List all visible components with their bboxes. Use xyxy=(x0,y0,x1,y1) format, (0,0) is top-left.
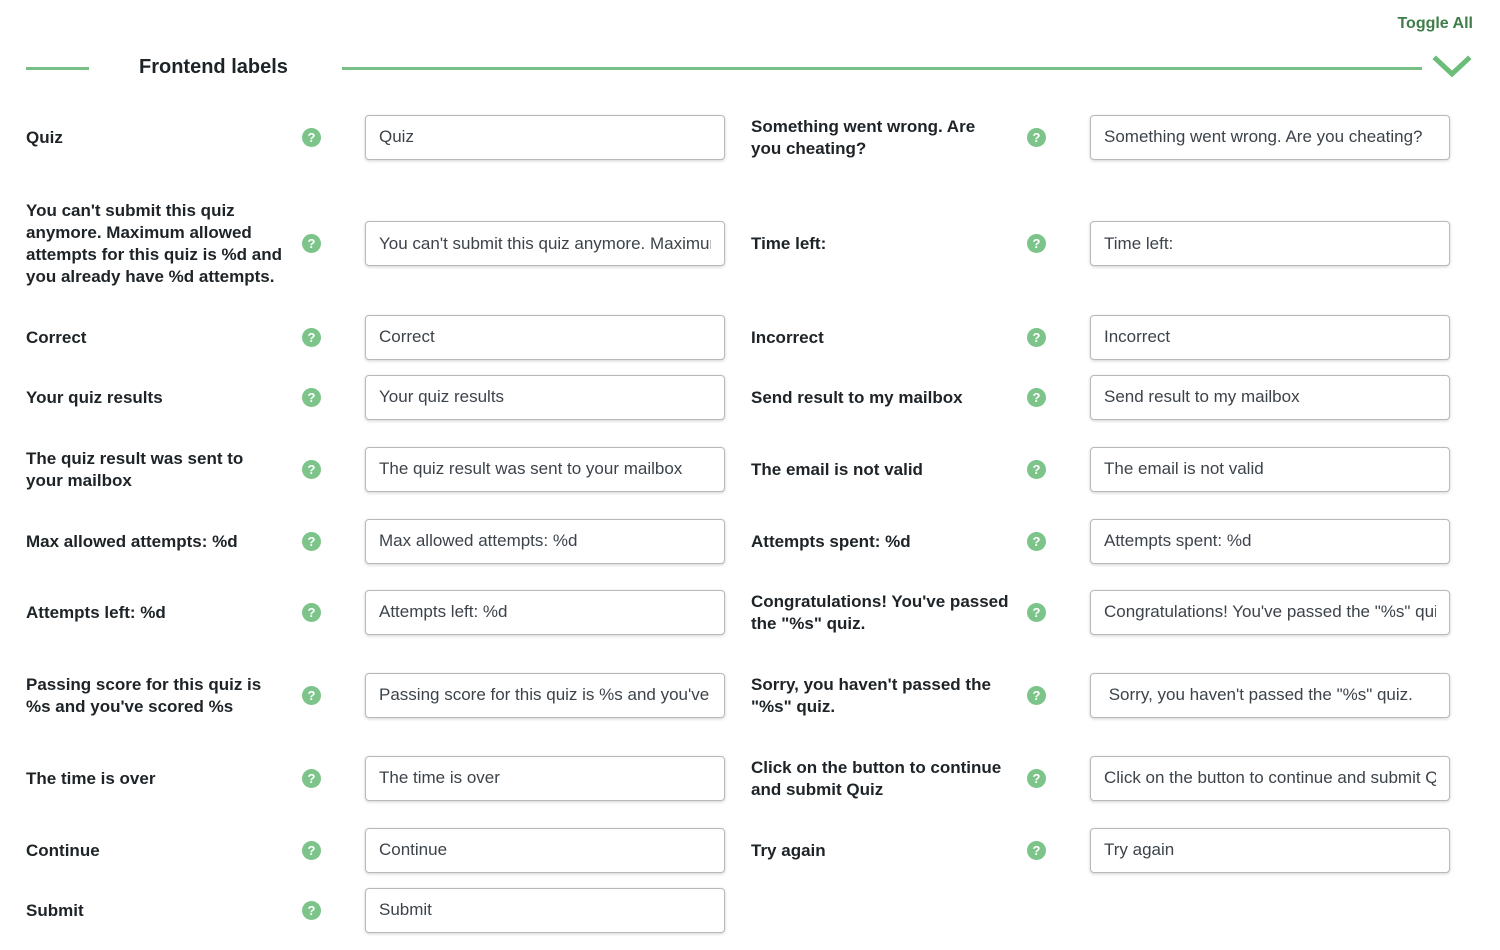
field-label: Try again xyxy=(751,840,826,860)
field-label: Passing score for this quiz is %s and you've scored %s xyxy=(26,674,262,716)
field-label: Incorrect xyxy=(751,327,824,347)
section-header xyxy=(26,52,1474,86)
time-left-label-input[interactable] xyxy=(1090,221,1450,266)
send-result-label-input[interactable] xyxy=(1090,375,1450,420)
form-row xyxy=(0,198,1500,290)
form-row xyxy=(0,756,1500,801)
help-icon[interactable]: ? xyxy=(302,769,321,788)
field-label: You can't submit this quiz anymore. Maximum allowed attempts for this quiz is %d and you already have %d attempts. xyxy=(26,201,282,286)
field-label: The time is over xyxy=(26,768,156,788)
cheating-label-input[interactable] xyxy=(1090,115,1450,160)
email-invalid-label-input[interactable] xyxy=(1090,447,1450,492)
quiz-label-input[interactable] xyxy=(365,115,725,160)
passing-score-label-input[interactable] xyxy=(365,673,725,718)
form-row xyxy=(0,888,1500,933)
form-row xyxy=(0,315,1500,360)
section-divider-left xyxy=(26,67,89,70)
help-icon[interactable]: ? xyxy=(302,603,321,622)
field-label: Continue xyxy=(26,840,100,860)
field-label: Time left: xyxy=(751,234,827,253)
field-label: Congratulations! You've passed the "%s" quiz. xyxy=(751,591,1009,633)
help-icon[interactable]: ? xyxy=(1027,603,1046,622)
not-passed-label-input[interactable] xyxy=(1090,673,1450,718)
field-label: Submit xyxy=(26,900,84,920)
help-icon[interactable]: ? xyxy=(302,460,321,479)
max-attempts-label-input[interactable] xyxy=(365,519,725,564)
toggle-all-link[interactable]: Toggle All xyxy=(1397,15,1473,32)
help-icon[interactable]: ? xyxy=(302,328,321,347)
help-icon[interactable]: ? xyxy=(302,901,321,920)
form-row xyxy=(0,828,1500,873)
field-label: Something went wrong. Are you cheating? xyxy=(751,116,976,158)
help-icon[interactable]: ? xyxy=(1027,128,1046,147)
your-results-label-input[interactable] xyxy=(365,375,725,420)
submit-label-input[interactable] xyxy=(365,888,725,933)
field-label: The email is not valid xyxy=(751,459,923,479)
form-row xyxy=(0,673,1500,718)
time-over-label-input[interactable] xyxy=(365,756,725,801)
field-label: Sorry, you haven't passed the "%s" quiz. xyxy=(751,674,991,716)
correct-label-input[interactable] xyxy=(365,315,725,360)
section-divider-right xyxy=(342,67,1422,70)
cant-submit-label-input[interactable] xyxy=(365,221,725,266)
incorrect-label-input[interactable] xyxy=(1090,315,1450,360)
help-icon[interactable]: ? xyxy=(302,234,321,253)
attempts-left-label-input[interactable] xyxy=(365,590,725,635)
field-label: Send result to my mailbox xyxy=(751,387,963,407)
field-label: Correct xyxy=(26,327,87,347)
field-label: Click on the button to continue and submit Quiz xyxy=(751,757,1002,799)
help-icon[interactable]: ? xyxy=(302,128,321,147)
result-sent-label-input[interactable] xyxy=(365,447,725,492)
field-label: Attempts left: %d xyxy=(26,602,166,622)
field-label: The quiz result was sent to your mailbox xyxy=(26,448,244,490)
help-icon[interactable]: ? xyxy=(1027,686,1046,705)
help-icon[interactable]: ? xyxy=(1027,234,1046,253)
help-icon[interactable]: ? xyxy=(1027,841,1046,860)
field-label: Max allowed attempts: %d xyxy=(26,531,238,551)
help-icon[interactable]: ? xyxy=(1027,388,1046,407)
help-icon[interactable]: ? xyxy=(1027,532,1046,551)
help-icon[interactable]: ? xyxy=(302,841,321,860)
help-icon[interactable]: ? xyxy=(302,686,321,705)
form-row xyxy=(0,447,1500,492)
form-row xyxy=(0,590,1500,635)
chevron-down-icon[interactable] xyxy=(1432,52,1472,82)
help-icon[interactable]: ? xyxy=(302,532,321,551)
help-icon[interactable]: ? xyxy=(1027,769,1046,788)
help-icon[interactable]: ? xyxy=(302,388,321,407)
form-row xyxy=(0,375,1500,420)
help-icon[interactable]: ? xyxy=(1027,460,1046,479)
click-continue-label-input[interactable] xyxy=(1090,756,1450,801)
continue-label-input[interactable] xyxy=(365,828,725,873)
section-title: Frontend labels xyxy=(139,56,288,78)
help-icon[interactable]: ? xyxy=(1027,328,1046,347)
field-label: Your quiz results xyxy=(26,387,163,407)
field-label: Attempts spent: %d xyxy=(751,531,911,551)
attempts-spent-label-input[interactable] xyxy=(1090,519,1450,564)
congrats-label-input[interactable] xyxy=(1090,590,1450,635)
form-row xyxy=(0,519,1500,564)
field-label: Quiz xyxy=(26,127,63,147)
form-row xyxy=(0,115,1500,160)
try-again-label-input[interactable] xyxy=(1090,828,1450,873)
